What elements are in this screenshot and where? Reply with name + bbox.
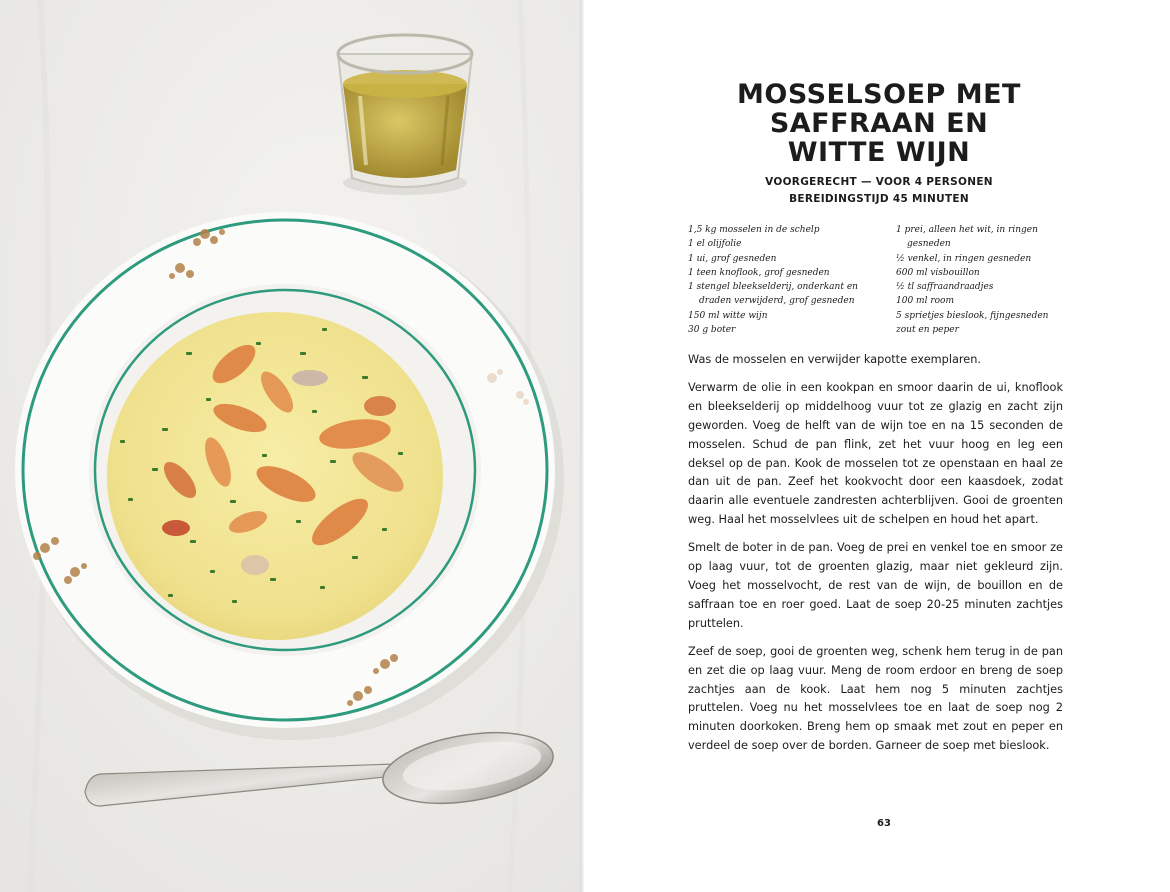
ingredient: 1 el olijfolie (688, 239, 742, 250)
ingredient-continuation: draden verwijderd, grof gesneden (699, 296, 855, 307)
recipe-page (584, 0, 1170, 892)
recipe-subtitle (694, 174, 1064, 208)
ingredients-column-right (896, 223, 1081, 337)
ingredient: 5 sprietjes bieslook, fijngesneden (896, 310, 1049, 321)
ingredient: 30 g boter (688, 325, 736, 336)
ingredient-continuation: gesneden (907, 239, 951, 250)
ingredient: 1 prei, alleen het wit, in ringen (896, 225, 1038, 235)
ingredient: 100 ml room (896, 296, 954, 307)
ingredient: 1 stengel bleekselderij, onderkant en (688, 282, 858, 293)
title-line: WITTE WIJN (787, 137, 971, 168)
method-paragraph: Zeef de soep, gooi de groenten weg, schenk hem terug in de pan en zet die op laag vuur. Meng de room erdoor en breng de soep zachtjes aan de kook. Laat hem nog 5 minuten zachtjes pruttelen. Voeg nu het mosselvlees toe en laat de soep nog 2 minuten doorkoken. Breng hem op smaak met zout en peper en verdeel de soep over de borden. Garneer de soep met bieslook. (688, 644, 1063, 753)
ingredient: 1 ui, grof gesneden (688, 253, 777, 264)
method-paragraph: Verwarm de olie in een kookpan en smoor daarin de ui, knoflook en bleekselderij op middelhoog vuur tot ze glazig en zacht zijn geworden. Voeg de helft van de wijn toe en na 15 seconden de mosselen. Schud de pan flink, zet het vuur hoog en leg een deksel op de pan. Kook de mosselen tot ze openstaan en haal ze dan uit de pan. Zeef het kookvocht door een kaasdoek, zodat daarin alle eventuele zandresten achterblijven. Gooi de groenten weg. Haal het mosselvlees uit de schelpen en houd het apart. (688, 380, 1063, 527)
ingredient: 1,5 kg mosselen in de schelp (688, 225, 820, 235)
soup-plate (15, 212, 564, 740)
page-number: 63 (877, 818, 891, 829)
recipe-title (694, 80, 1064, 167)
ingredient: 1 teen knoflook, grof gesneden (688, 267, 830, 278)
title-line: SAFFRAAN EN (769, 108, 989, 139)
course-and-servings: VOORGERECHT — VOOR 4 PERSONEN (765, 176, 993, 188)
ingredient: 150 ml witte wijn (688, 310, 768, 321)
ingredients-column-left (688, 223, 888, 337)
ingredient: 600 ml visbouillon (896, 267, 980, 278)
title-line: MOSSELSOEP MET (737, 79, 1021, 110)
ingredient: ½ venkel, in ringen gesneden (896, 253, 1032, 264)
mussel-soup-illustration (0, 0, 580, 892)
food-photo (0, 0, 580, 892)
method-paragraph: Smelt de boter in de pan. Voeg de prei en venkel toe en smoor ze op laag vuur, tot de groenten glazig, maar niet gekleurd zijn. Voeg het mosselvocht, de rest van de wijn, de bouillon en de saffraan toe en roer goed. Laat de soep 20-25 minuten zachtjes pruttelen. (688, 541, 1063, 630)
ingredient: ½ tl saffraandraadjes (896, 282, 994, 293)
ingredient: zout en peper (896, 325, 959, 336)
preparation-time: BEREIDINGSTIJD 45 MINUTEN (789, 193, 969, 205)
method-paragraph: Was de mosselen en verwijder kapotte exemplaren. (688, 353, 982, 366)
method-text (688, 351, 1063, 756)
wine-glass (338, 35, 472, 195)
